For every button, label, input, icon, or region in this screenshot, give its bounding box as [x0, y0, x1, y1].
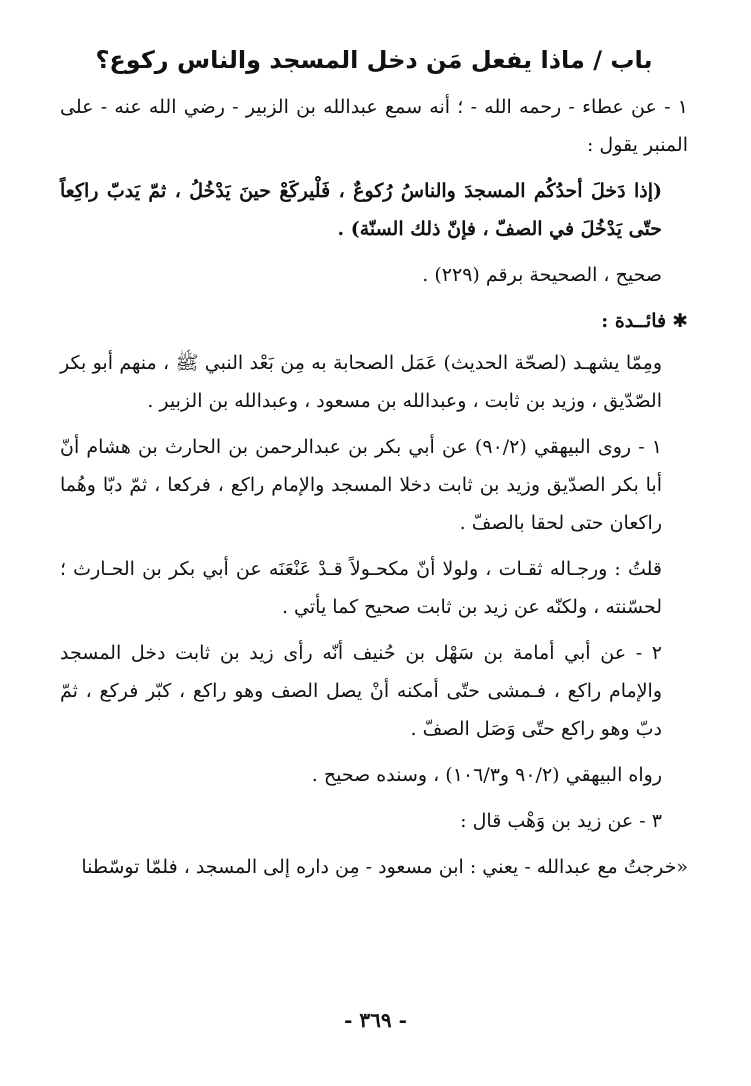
asterisk-icon: ✱	[672, 310, 688, 332]
narration-1: ١ - روى البيهقي (٩٠/٢) عن أبي بكر بن عبدالرحمن بن الحارث بن هشام أنّ أبا بكر الصدّيق وزيد بن ثابت دخلا المسجد والإمام راكع ، فركعا ، ثمّ دبّا وهُما راكعان حتى لحقا بالصفّ .	[60, 436, 662, 534]
narration-3-text: «خرجتُ مع عبدالله - يعني : ابن مسعود - مِن داره إلى المسجد ، فلمّا توسّطنا	[81, 856, 688, 878]
faida-paragraph: ومِمّا يشهـد (لصحّة الحديث) عَمَل الصحابة به مِن بَعْد النبي ﷺ ، منهم أبو بكر الصّدّيق ، وزيد بن ثابت ، وعبدالله بن مسعود ، وعبدالله بن الزبير .	[60, 352, 662, 412]
hadith-1-grade: صحيح ، الصحيحة برقم (٢٢٩) .	[422, 264, 662, 286]
faida-label: فائــدة :	[601, 310, 667, 332]
hadith-1-text: (إذا دَخلَ أحدُكُم المسجدَ والناسُ رُكوعٌ ، فَلْيركَعْ حينَ يَدْخُلُ ، ثمّ يَدبّ راكِعاً حتّى يَدْخُلَ في الصفّ ، فإنّ ذلك السنّة) .	[60, 180, 662, 240]
narration-2-source: رواه البيهقي (٩٠/٢ و١٠٦/٣) ، وسنده صحيح .	[311, 764, 662, 786]
qult-paragraph: قلتُ : ورجـاله ثقـات ، ولولا أنّ مكحـولاً قـدْ عَنْعَنَه عن أبي بكر بن الحـارث ؛ لحسّنته ، ولكنّه عن زيد بن ثابت صحيح كما يأتي .	[60, 558, 662, 618]
hadith-1-intro: ١ - عن عطاء - رحمه الله - ؛ أنه سمع عبدالله بن الزبير - رضي الله عنه - على المنبر يقول :	[60, 96, 688, 156]
narration-2: ٢ - عن أبي أمامة بن سَهْل بن حُنيف أنّه رأى زيد بن ثابت دخل المسجد والإمام راكع ، فـمشى حتّى أمكنه أنْ يصل الصف وهو راكع ، كبّر فركع ، ثمّ دبّ وهو راكع حتّى وَصَل الصفّ .	[60, 642, 662, 740]
chapter-title: باب / ماذا يفعل مَن دخل المسجد والناس ركوع؟	[95, 46, 653, 74]
narration-3-intro: ٣ - عن زيد بن وَهْب قال :	[460, 810, 662, 832]
page-number: - ٣٦٩ -	[344, 1008, 407, 1032]
faida-heading	[60, 302, 688, 340]
page-body	[60, 38, 688, 894]
